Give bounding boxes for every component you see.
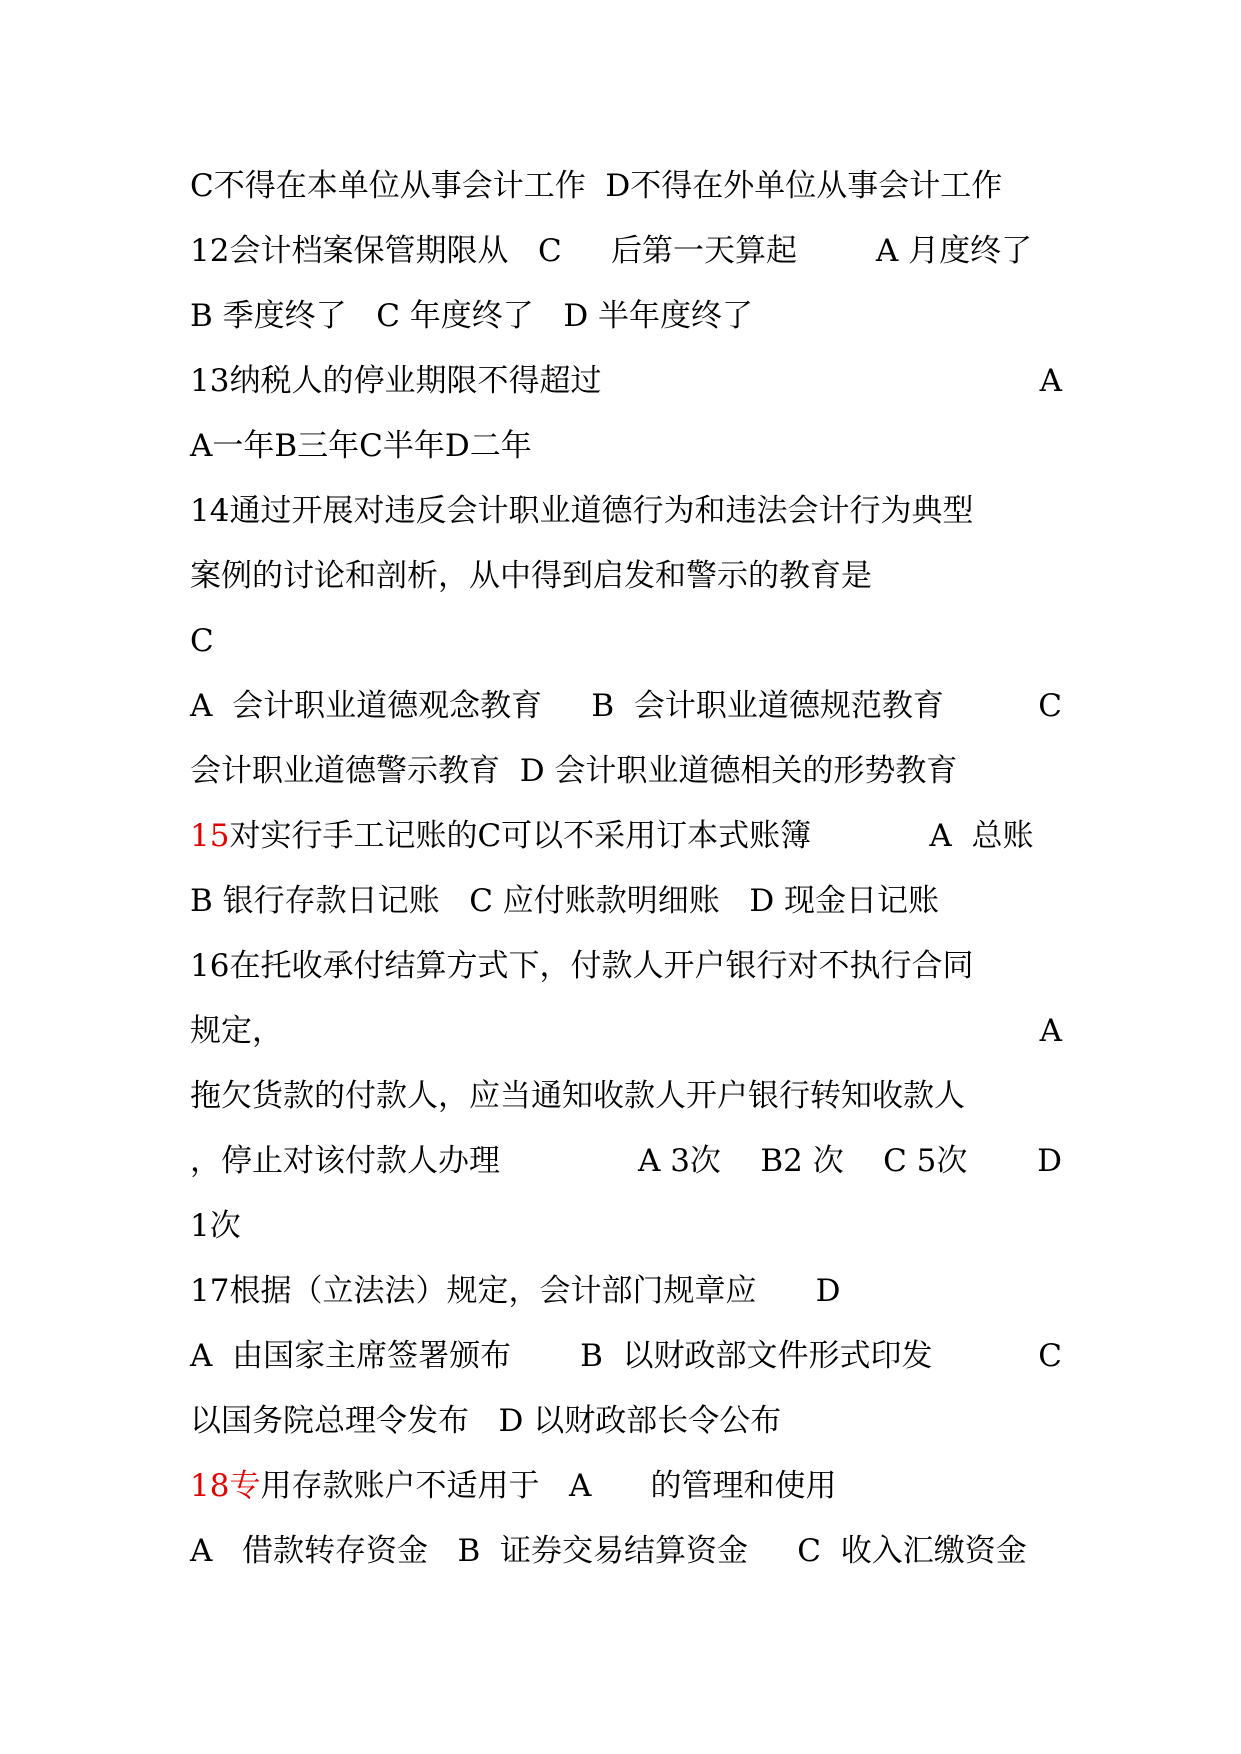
text-line [190,1269,1062,1313]
line-text: A一年B三年C半年D二年 [190,428,532,464]
text-line [190,1399,1062,1443]
text-line [190,1074,1062,1118]
line-text: 对实行手工记账的C可以不采用订本式账簿 A 总账 [229,818,1034,854]
line-text: 1次 [190,1208,241,1244]
text-line [190,684,1062,728]
line-text: 用存款账户不适用于 A 的管理和使用 [260,1468,837,1504]
text-line [190,1464,1062,1508]
line-text: 案例的讨论和剖析，从中得到启发和警示的教育是 [190,558,872,594]
line-text: 以国务院总理令发布 D 以财政部长令公布 [190,1403,782,1439]
text-line [190,944,1062,988]
text-line [190,359,1062,403]
line-text: A 由国家主席签署颁布 B 以财政部文件形式印发 [190,1338,933,1374]
line-text: 规定， [190,1013,283,1049]
text-line [190,294,1062,338]
text-line [190,814,1062,858]
text-line [190,554,1062,598]
text-line [190,229,1062,273]
text-line [190,1529,1062,1573]
line-text: 13纳税人的停业期限不得超过 [190,363,602,399]
line-text: 会计职业道德警示教育 D 会计职业道德相关的形势教育 [190,753,958,789]
line-text: ，停止对该付款人办理 A 3次 B2 次 C 5次 [190,1143,968,1179]
answer-letter: C [1038,688,1062,724]
line-text: 拖欠货款的付款人，应当通知收款人开户银行转知收款人 [190,1078,965,1114]
line-text: 16在托收承付结算方式下，付款人开户银行对不执行合同 [190,948,974,984]
line-text: A 借款转存资金 B 证券交易结算资金 C 收入汇缴资金 [190,1533,1027,1569]
answer-letter: D [1037,1143,1062,1179]
line-text: 14通过开展对违反会计职业道德行为和违法会计行为典型 [190,493,974,529]
line-text: 17根据（立法法）规定，会计部门规章应 D [190,1273,841,1309]
line-text: 12会计档案保管期限从 C 后第一天算起 A 月度终了 [190,233,1033,269]
question-number-red: 18专 [190,1468,261,1504]
text-line [190,1139,1062,1183]
text-line [190,1334,1062,1378]
answer-letter: C [1038,1338,1062,1374]
line-text: B 季度终了 C 年度终了 D 半年度终了 [190,298,754,334]
line-text: A 会计职业道德观念教育 B 会计职业道德规范教育 [190,688,944,724]
text-line [190,749,1062,793]
line-text: C [190,623,214,659]
text-line [190,164,1062,208]
text-line [190,619,1062,663]
text-line [190,1204,1062,1248]
line-text: B 银行存款日记账 C 应付账款明细账 D 现金日记账 [190,883,940,919]
answer-letter: A [1039,363,1062,399]
text-line [190,1009,1062,1053]
line-text: C不得在本单位从事会计工作 D不得在外单位从事会计工作 [190,168,1003,204]
text-line [190,879,1062,923]
question-number-red: 15 [190,818,230,854]
text-line [190,424,1062,468]
text-line [190,489,1062,533]
answer-letter: A [1039,1013,1062,1049]
